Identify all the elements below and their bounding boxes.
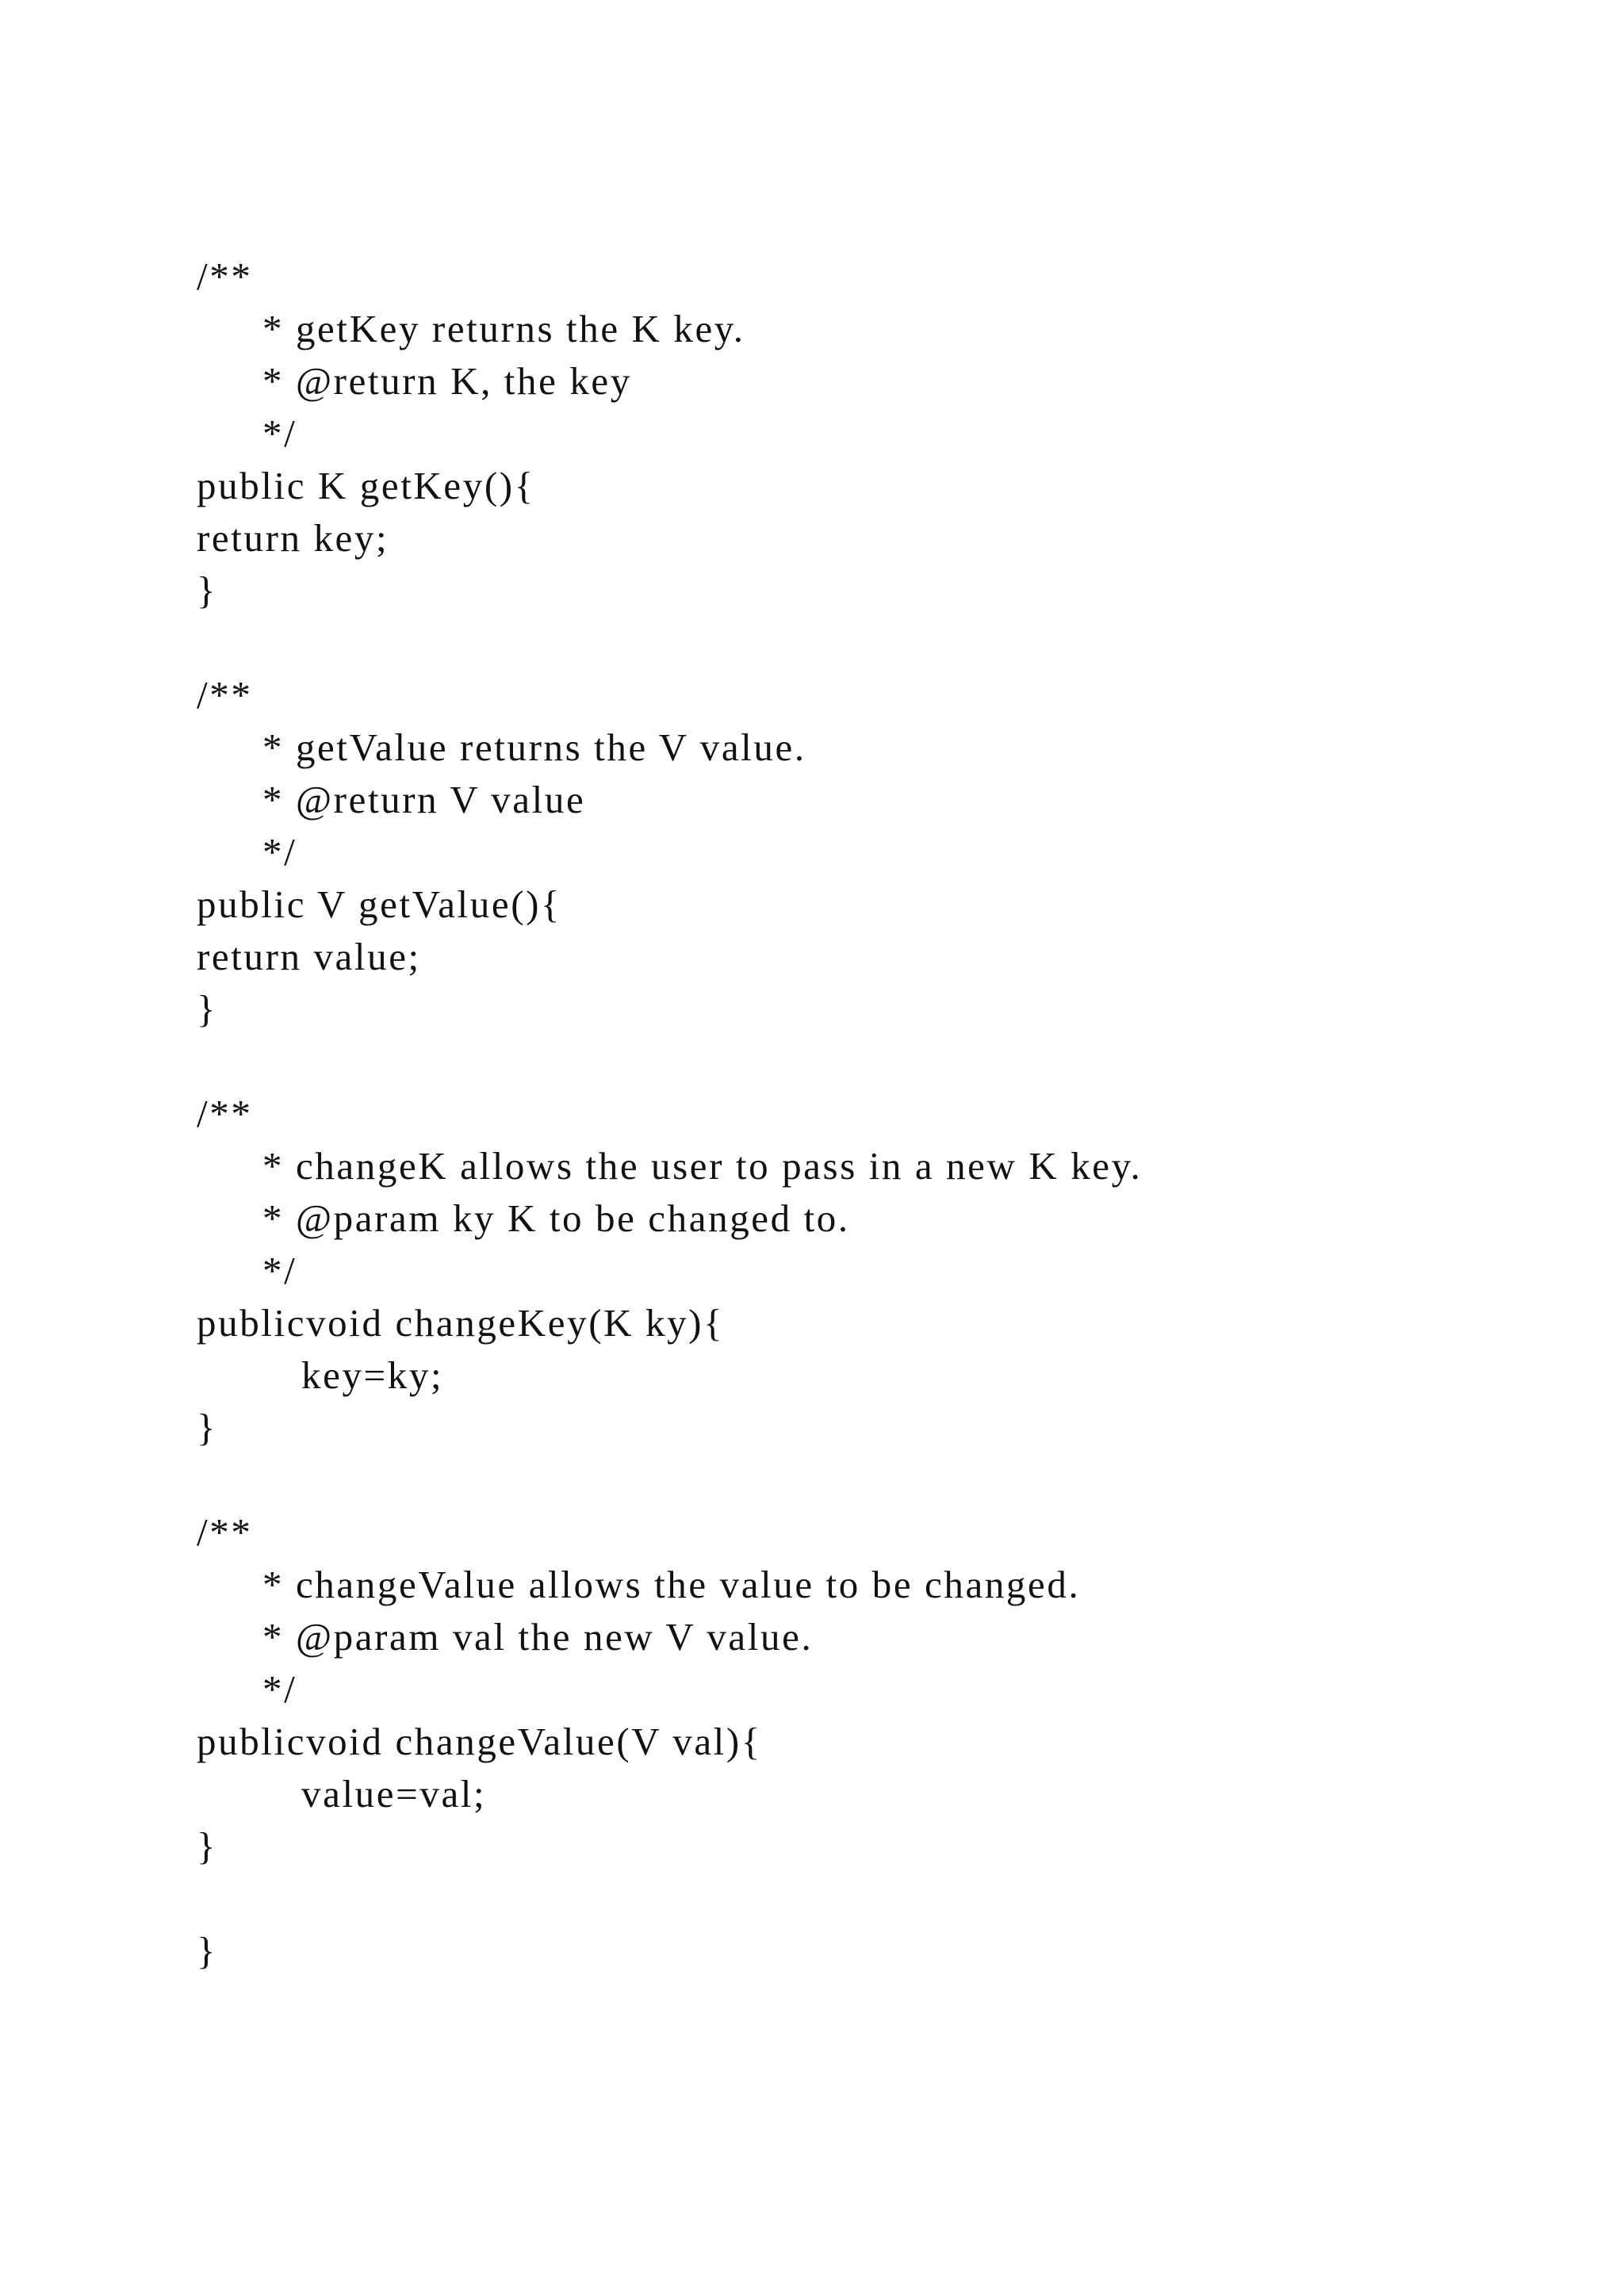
method-signature: public K getKey(){ <box>197 464 535 507</box>
comment-line: * changeValue allows the value to be changed. <box>262 1563 1081 1606</box>
method-signature: publicvoid changeKey(K ky){ <box>197 1301 725 1345</box>
comment-open: /** <box>197 254 253 298</box>
class-close-brace: } <box>197 1929 218 1973</box>
comment-close: */ <box>262 830 297 874</box>
method-body: key=ky; <box>301 1353 444 1397</box>
comment-open: /** <box>197 673 253 717</box>
method-close-brace: } <box>197 987 218 1031</box>
comment-line: * @param ky K to be changed to. <box>262 1196 850 1240</box>
comment-close: */ <box>262 411 297 455</box>
comment-line: * @return V value <box>262 778 586 821</box>
method-signature: public V getValue(){ <box>197 882 562 926</box>
comment-open: /** <box>197 1092 253 1135</box>
comment-line: * getKey returns the K key. <box>262 307 745 350</box>
method-body: return value; <box>197 935 421 978</box>
comment-close: */ <box>262 1249 297 1292</box>
comment-line: * getValue returns the V value. <box>262 725 806 769</box>
comment-line: * @return K, the key <box>262 359 632 403</box>
comment-close: */ <box>262 1667 297 1711</box>
method-close-brace: } <box>197 1824 218 1868</box>
comment-line: * changeK allows the user to pass in a new K key. <box>262 1144 1143 1188</box>
method-close-brace: } <box>197 568 218 612</box>
method-body: value=val; <box>301 1772 487 1816</box>
method-close-brace: } <box>197 1406 218 1449</box>
comment-open: /** <box>197 1510 253 1554</box>
comment-line: * @param val the new V value. <box>262 1615 814 1659</box>
method-signature: publicvoid changeValue(V val){ <box>197 1720 762 1763</box>
method-body: return key; <box>197 516 389 560</box>
